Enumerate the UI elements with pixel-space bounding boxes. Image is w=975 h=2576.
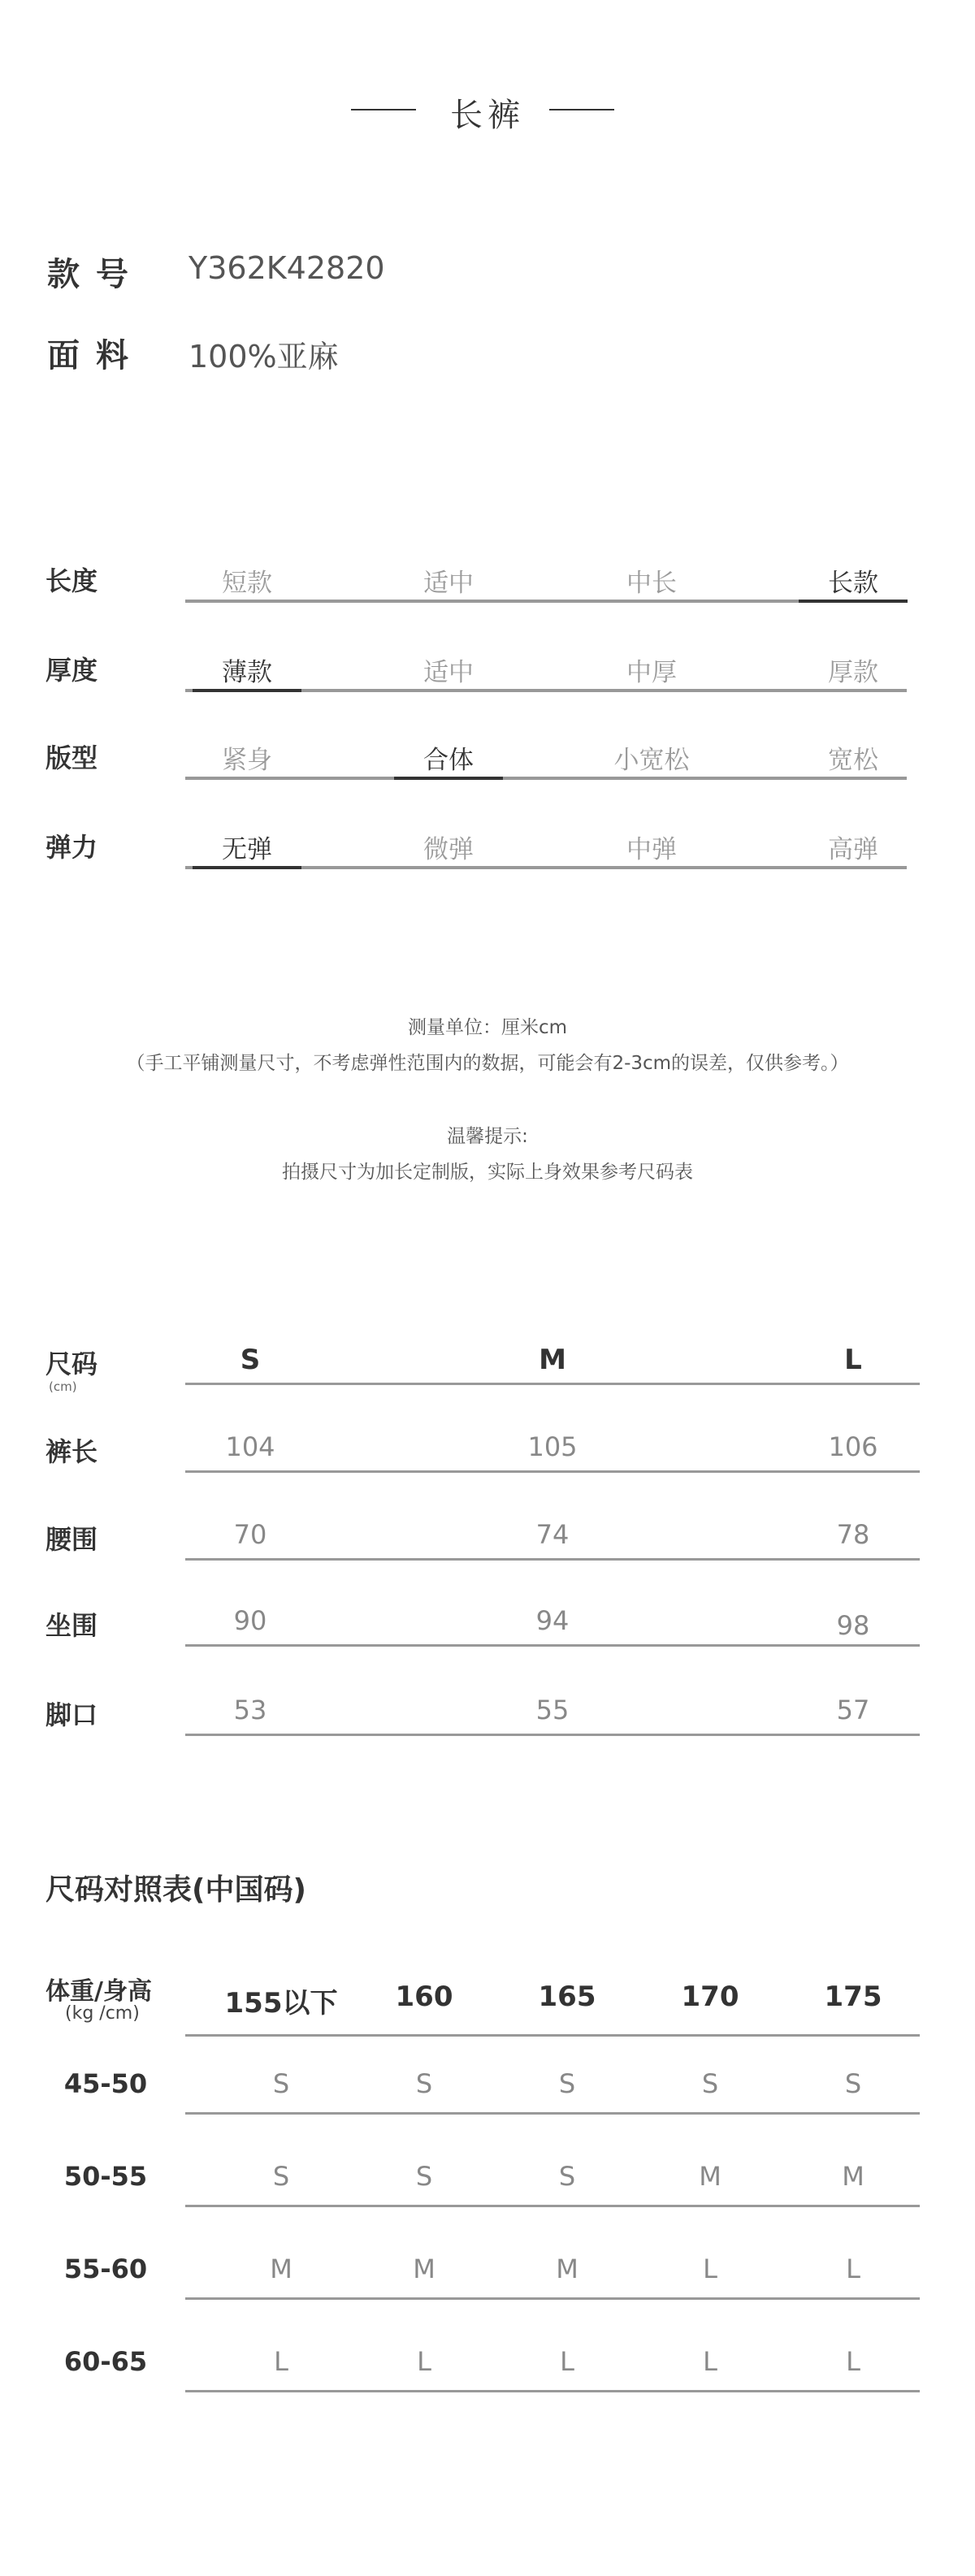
attribute-option: 厚款 <box>828 658 878 687</box>
chart-cell: L <box>846 2253 860 2284</box>
size-column-header: M <box>539 1344 566 1376</box>
size-cell: 74 <box>535 1519 570 1550</box>
fabric-label: 面料 <box>47 337 145 374</box>
measurement-unit-note: 测量单位：厘米cm <box>407 1017 568 1038</box>
attribute-option: 小宽松 <box>613 746 690 775</box>
size-chart-corner-label: 体重/身高 <box>46 1977 152 2006</box>
attribute-track <box>185 777 907 780</box>
size-chart-rule <box>185 2390 920 2392</box>
attribute-option-selected: 长款 <box>828 569 878 598</box>
size-table-rule <box>185 1383 920 1385</box>
fabric-value: 100%亚麻 <box>188 339 339 374</box>
attribute-selected-highlight <box>799 600 908 603</box>
size-chart-rule <box>185 2112 920 2115</box>
attribute-option: 适中 <box>423 569 474 598</box>
size-row-label: 腰围 <box>46 1524 98 1555</box>
attribute-option: 中弹 <box>626 835 677 864</box>
chart-column-header: 160 <box>395 1981 453 2013</box>
size-chart-rule <box>185 2034 920 2037</box>
attribute-option: 微弹 <box>423 835 474 864</box>
chart-cell: S <box>272 2068 290 2099</box>
size-table-rule <box>185 1470 920 1473</box>
attribute-label: 厚度 <box>46 655 98 686</box>
attribute-option: 宽松 <box>828 746 878 775</box>
size-row-label: 坐围 <box>46 1610 98 1641</box>
size-cell: 70 <box>233 1519 267 1550</box>
chart-column-header: 165 <box>538 1981 596 2013</box>
attribute-selected-highlight <box>193 689 301 692</box>
chart-row-label: 55-60 <box>63 2253 148 2284</box>
size-table-unit: (cm) <box>49 1379 77 1394</box>
chart-cell: S <box>415 2068 433 2099</box>
chart-row-label: 50-55 <box>63 2161 148 2192</box>
size-chart-title: 尺码对照表(中国码) <box>46 1873 306 1907</box>
chart-column-header: 170 <box>681 1981 739 2013</box>
size-table-header-label: 尺码 <box>46 1349 98 1379</box>
style-number-value: Y362K42820 <box>188 250 385 286</box>
attribute-selected-highlight <box>193 866 301 869</box>
chart-cell: S <box>415 2161 433 2192</box>
attribute-option-selected: 薄款 <box>222 658 272 687</box>
chart-row-label: 60-65 <box>63 2346 148 2377</box>
chart-cell: L <box>274 2346 288 2377</box>
attribute-label: 版型 <box>46 742 98 773</box>
size-cell: 105 <box>527 1431 578 1462</box>
chart-cell: L <box>417 2346 431 2377</box>
chart-column-header: 175 <box>824 1981 882 2013</box>
attribute-option: 紧身 <box>222 746 272 775</box>
chart-cell: M <box>842 2161 864 2192</box>
chart-cell: S <box>701 2068 719 2099</box>
chart-cell: L <box>846 2346 860 2377</box>
chart-cell: L <box>703 2346 717 2377</box>
attribute-option: 高弹 <box>828 835 878 864</box>
tip-text: 拍摄尺寸为加长定制版，实际上身效果参考尺码表 <box>282 1162 693 1183</box>
size-cell: 98 <box>836 1610 870 1641</box>
chart-cell: M <box>699 2161 722 2192</box>
chart-cell: S <box>558 2068 576 2099</box>
chart-cell: S <box>844 2068 862 2099</box>
chart-cell: M <box>413 2253 436 2284</box>
chart-row-label: 45-50 <box>63 2068 148 2099</box>
size-cell: 55 <box>535 1695 570 1725</box>
attribute-option: 中厚 <box>626 658 677 687</box>
size-chart-rule <box>185 2205 920 2207</box>
size-cell: 57 <box>836 1695 870 1725</box>
size-cell: 94 <box>535 1605 570 1636</box>
size-cell: 90 <box>233 1605 267 1636</box>
size-table-rule <box>185 1644 920 1647</box>
size-table-rule <box>185 1558 920 1561</box>
attribute-option: 中长 <box>626 569 677 598</box>
size-cell: 106 <box>828 1431 878 1462</box>
size-row-label: 脚口 <box>46 1699 98 1730</box>
chart-cell: L <box>703 2253 717 2284</box>
title-right-rule <box>549 109 614 110</box>
attribute-label: 弹力 <box>46 832 98 863</box>
size-row-label: 裤长 <box>46 1436 98 1467</box>
chart-column-header: 155以下 <box>224 1987 338 2020</box>
size-column-header: S <box>240 1344 261 1376</box>
chart-cell: M <box>556 2253 578 2284</box>
size-column-header: L <box>844 1344 862 1376</box>
size-chart-rule <box>185 2297 920 2300</box>
attribute-selected-highlight <box>394 777 503 780</box>
size-cell: 53 <box>233 1695 267 1725</box>
chart-cell: L <box>560 2346 574 2377</box>
attribute-option: 短款 <box>222 569 272 598</box>
attribute-option: 适中 <box>423 658 474 687</box>
attribute-label: 长度 <box>46 565 98 596</box>
chart-cell: S <box>272 2161 290 2192</box>
size-chart-corner-unit: (kg /cm) <box>65 2003 140 2024</box>
tip-title: 温馨提示: <box>447 1126 528 1147</box>
measurement-disclaimer: （手工平铺测量尺寸，不考虑弹性范围内的数据，可能会有2-3cm的误差，仅供参考。） <box>126 1053 849 1074</box>
chart-cell: S <box>558 2161 576 2192</box>
size-cell: 104 <box>225 1431 275 1462</box>
attribute-option-selected: 无弹 <box>222 835 272 864</box>
attribute-option-selected: 合体 <box>423 746 474 775</box>
chart-cell: M <box>270 2253 292 2284</box>
style-number-label: 款号 <box>47 256 145 293</box>
size-table-rule <box>185 1734 920 1736</box>
size-cell: 78 <box>836 1519 870 1550</box>
page-title: 长裤 <box>450 97 525 134</box>
